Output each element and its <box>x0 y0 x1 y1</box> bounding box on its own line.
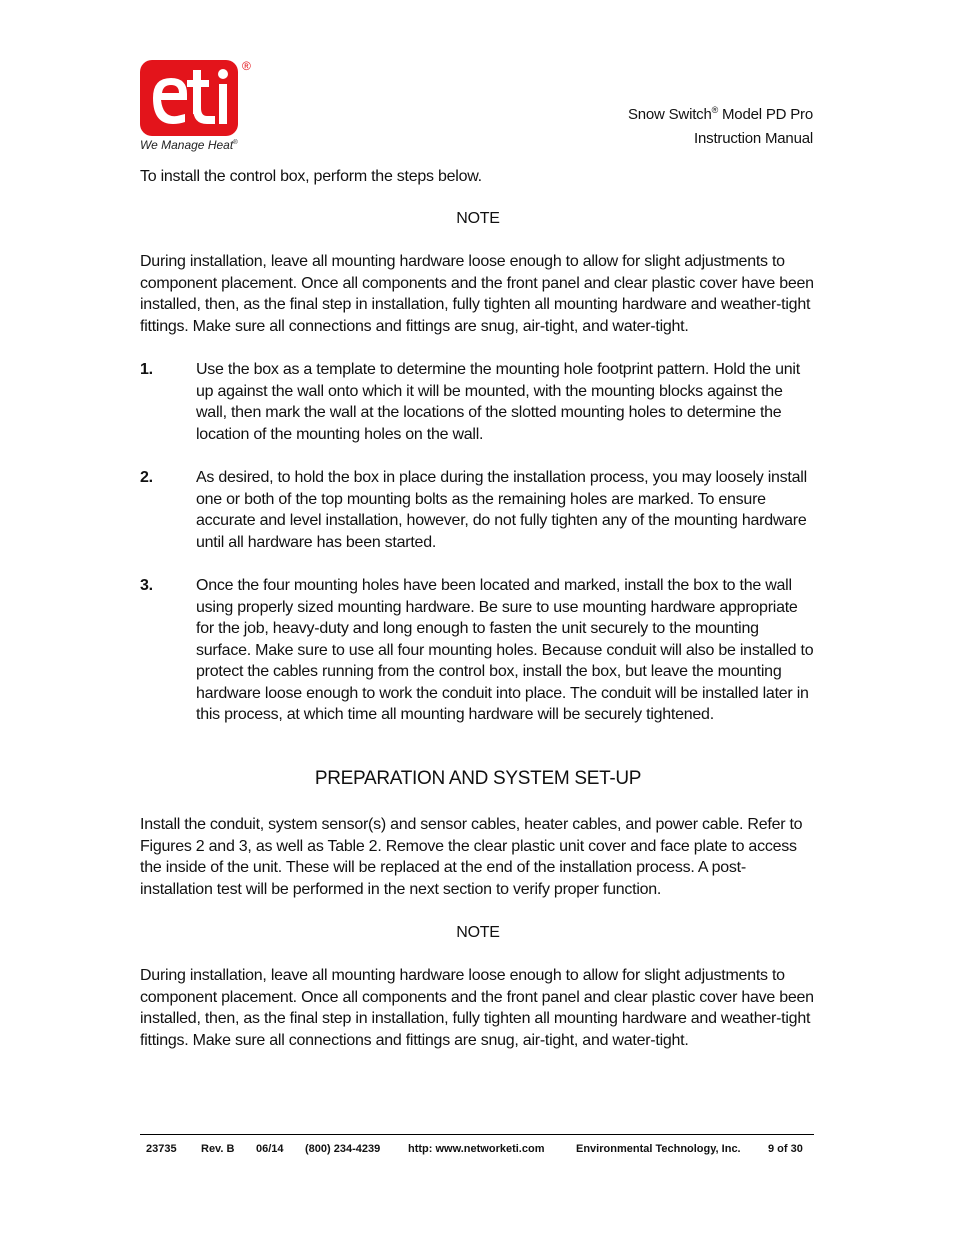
footer-date: 06/14 <box>256 1143 284 1155</box>
step-number: 2. <box>140 469 153 486</box>
eti-logo-mark <box>139 58 259 138</box>
document-header <box>628 98 813 151</box>
tagline-text: We Manage Heat <box>140 138 234 152</box>
step-text: As desired, to hold the box in place during the installation process, you may loosely install one or both of the top mounting bolts as the remaining holes are marked. To ensure accurate and level installation, however, do not fully tighten any of the mounting hardware until all hardware has been started. <box>196 469 807 551</box>
step-text: Use the box as a template to determine the mounting hole footprint pattern. Hold the unit up against the wall onto which it will be mounted, with the mounting blocks against the wall, then mark the wall at the locations of the slotted mounting holes to determine the location of the mounting holes on the wall. <box>196 361 800 443</box>
intro-paragraph: To install the control box, perform the steps below. <box>140 168 482 185</box>
product-title <box>628 98 813 127</box>
note-label-2: NOTE <box>456 924 500 941</box>
footer-phone: (800) 234-4239 <box>305 1143 381 1155</box>
footer-revision: Rev. B <box>201 1143 235 1155</box>
footer-page-number: 9 of 30 <box>768 1143 803 1155</box>
tagline-mark: ® <box>233 140 238 146</box>
step-number: 3. <box>140 577 153 594</box>
logo-tagline <box>140 138 238 152</box>
step-number: 1. <box>140 361 153 378</box>
note-text-1: During installation, leave all mounting hardware loose enough to allow for slight adjustments to component placement. Once all components and the front panel and clear plastic cover have been installed, then, as the final step in installation, fully tighten all mounting hardware and weather-tight fittings. Make sure all connections and fittings are snug, air-tight, and water-tight. <box>140 253 814 335</box>
product-mark: ® <box>711 105 719 115</box>
section-paragraph: Install the conduit, system sensor(s) and sensor cables, heater cables, and power cable. Refer to Figures 2 and 3, as well as Table 2. Remove the clear plastic unit cover and face plate to access the inside of the unit. These will be replaced at the end of the installation process. A post-installation test will be performed in the next section to verify proper function. <box>140 816 803 898</box>
product-model: Model PD Pro <box>722 106 813 123</box>
footer-doc-number: 23735 <box>146 1143 177 1155</box>
footer-website: http: www.networketi.com <box>408 1143 545 1155</box>
footer-divider <box>140 1134 814 1135</box>
product-name: Snow Switch <box>627 106 712 123</box>
note-text-2: During installation, leave all mounting hardware loose enough to allow for slight adjustments to component placement. Once all components and the front panel and clear plastic cover have been installed, then, as the final step in installation, fully tighten all mounting hardware and weather-tight fittings. Make sure all connections and fittings are snug, air-tight, and water-tight. <box>140 967 814 1049</box>
footer-company: Environmental Technology, Inc. <box>576 1143 741 1155</box>
document-type: Instruction Manual <box>694 130 813 147</box>
note-label-1: NOTE <box>456 210 500 227</box>
step-text: Once the four mounting holes have been located and marked, install the box to the wall using properly sized mounting hardware. Be sure to use mounting hardware appropriate for the job, heavy-duty and long enough to fasten the unit securely to the mounting surface. Make sure to use all four mounting holes. Because conduit will also be installed to protect the cables running from the control box, install the box, but leave the mounting hardware loose enough to work the conduit into place. The conduit will be installed later in this process, at which time all mounting hardware will be securely tightened. <box>196 577 814 723</box>
registered-mark: ® <box>242 59 251 73</box>
section-heading: PREPARATION AND SYSTEM SET-UP <box>314 768 642 789</box>
